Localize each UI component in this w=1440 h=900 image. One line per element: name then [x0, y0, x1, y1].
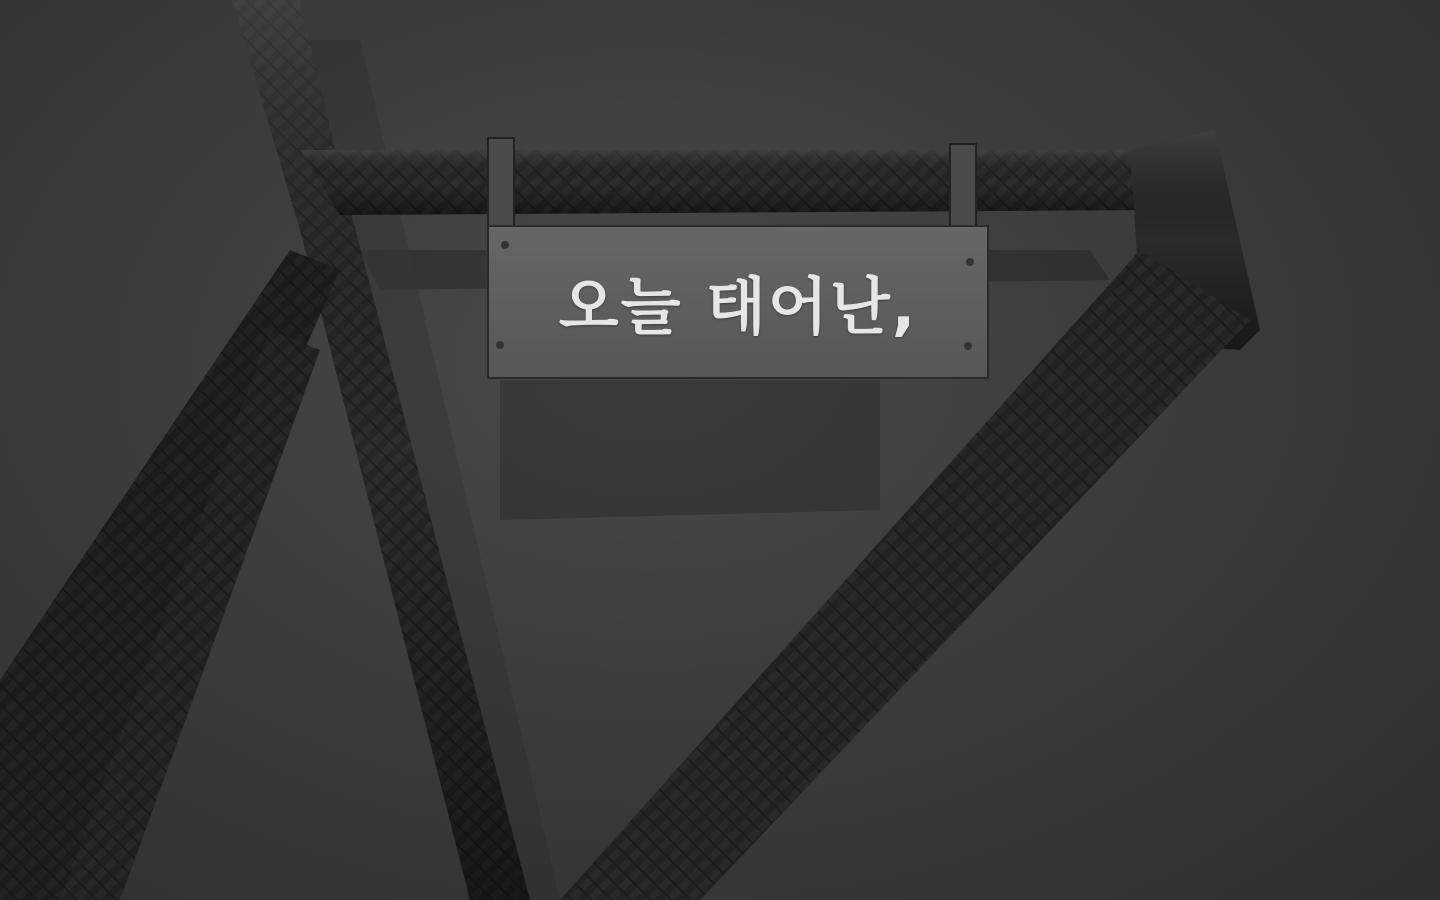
sign-text: 오늘 태어난,: [558, 269, 918, 343]
top-tube: [300, 150, 1150, 215]
seat-stays: [0, 250, 340, 900]
sign-board: [488, 226, 988, 378]
